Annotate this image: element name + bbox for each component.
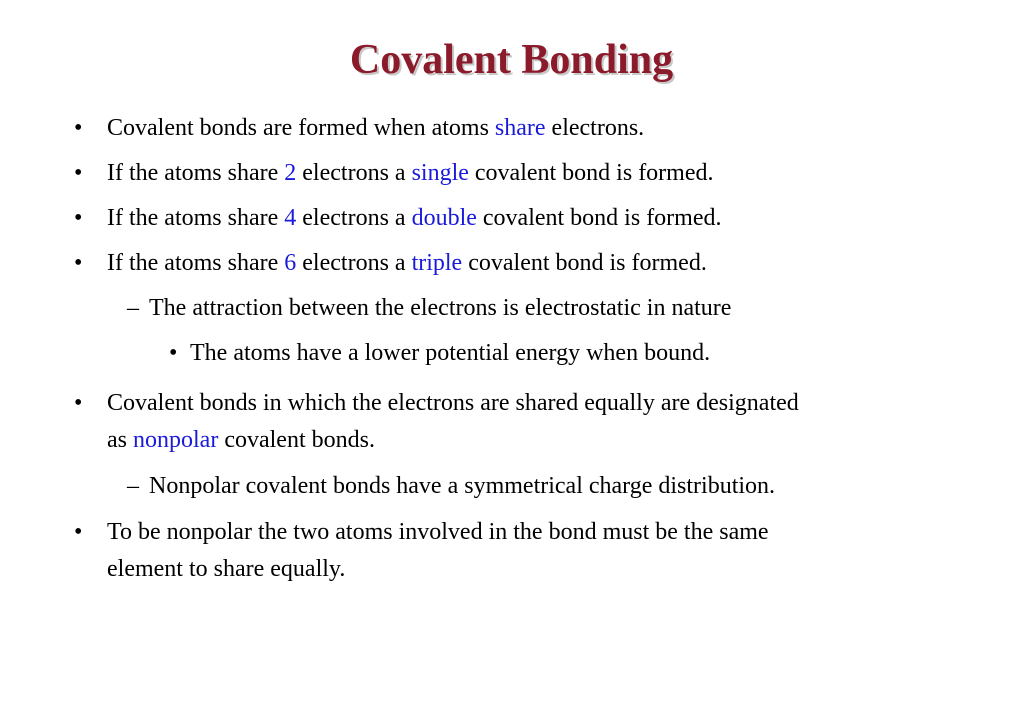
text-run: electrons. <box>545 115 645 141</box>
bullet-symbol: • <box>74 205 83 231</box>
text-run: covalent bonds. <box>218 427 375 453</box>
text-run: Nonpolar covalent bonds have a symmetrical charge distribution. <box>149 473 776 499</box>
highlight-term: 4 <box>284 205 297 231</box>
text-run: The atoms have a lower potential energy when bound. <box>190 340 711 366</box>
highlight-term: 2 <box>284 160 297 186</box>
text-run: covalent bond is formed. <box>462 250 707 276</box>
bullet-symbol: • <box>74 390 83 416</box>
text-run: as <box>107 427 133 453</box>
bullet-text <box>107 157 714 189</box>
highlight-term: nonpolar <box>133 427 219 453</box>
text-run: If the atoms share <box>107 250 285 276</box>
text-run: element to share equally. <box>107 556 346 582</box>
highlight-term: single <box>411 160 469 186</box>
highlight-term: double <box>411 205 477 231</box>
text-run: Covalent bonds in which the electrons are shared equally are designated <box>107 390 799 416</box>
highlight-term: share <box>494 115 546 141</box>
text-run: If the atoms share <box>107 205 285 231</box>
bullet-symbol: • <box>74 115 83 141</box>
bullet-text <box>107 247 707 279</box>
text-run: electrons a <box>296 205 412 231</box>
bullet-symbol: • <box>74 250 83 276</box>
text-run: covalent bond is formed. <box>468 160 714 186</box>
slide-title: Covalent Bonding <box>349 37 674 83</box>
highlight-term: triple <box>411 250 463 276</box>
bullet-text <box>107 516 769 548</box>
text-run: covalent bond is formed. <box>476 205 722 231</box>
bullet-text <box>190 337 710 369</box>
bullet-text <box>149 470 775 502</box>
bullet-symbol: • <box>169 340 178 366</box>
bullet-text <box>107 202 722 234</box>
text-run: Covalent bonds are formed when atoms <box>107 115 495 141</box>
bullet-text <box>107 424 375 456</box>
bullet-text <box>107 112 644 144</box>
bullet-symbol: • <box>74 160 83 186</box>
text-run: The attraction between the electrons is electrostatic in nature <box>149 295 732 321</box>
dash-symbol: – <box>127 473 139 499</box>
bullet-text <box>107 387 799 419</box>
text-run: To be nonpolar the two atoms involved in the bond must be the same <box>107 519 769 545</box>
bullet-symbol: • <box>74 519 83 545</box>
text-run: electrons a <box>296 250 412 276</box>
text-run: electrons a <box>296 160 412 186</box>
text-run: If the atoms share <box>107 160 285 186</box>
highlight-term: 6 <box>284 250 297 276</box>
bullet-text <box>107 553 345 585</box>
dash-symbol: – <box>127 295 139 321</box>
bullet-text <box>149 292 731 324</box>
